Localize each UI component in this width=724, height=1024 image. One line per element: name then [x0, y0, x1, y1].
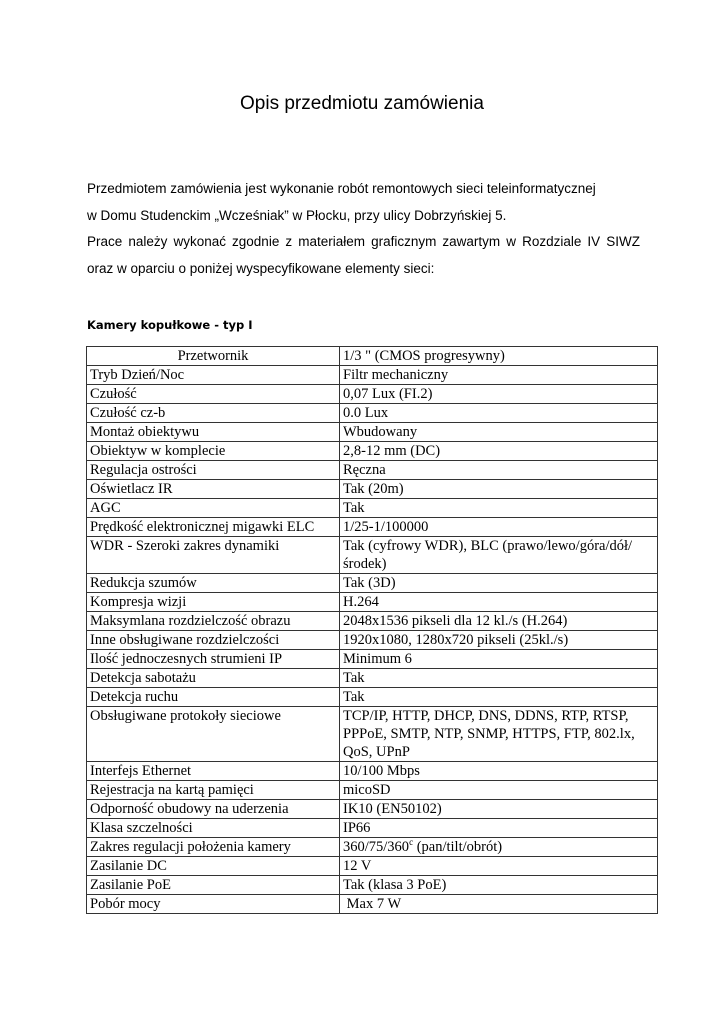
- spec-label: Zakres regulacji położenia kamery: [87, 838, 340, 857]
- spec-value: IP66: [340, 819, 658, 838]
- table-row: [87, 347, 658, 366]
- spec-value: H.264: [340, 593, 658, 612]
- spec-value: 2048x1536 pikseli dla 12 kl./s (H.264): [340, 612, 658, 631]
- table-row: [87, 574, 658, 593]
- spec-value: Tak: [340, 688, 658, 707]
- spec-table: [86, 346, 658, 914]
- spec-label: Ilość jednoczesnych strumieni IP: [87, 650, 340, 669]
- spec-value: Wbudowany: [340, 423, 658, 442]
- spec-label: Zasilanie DC: [87, 857, 340, 876]
- intro-paragraph-2: Prace należy wykonać zgodnie z materiałem graficznym zawartym w Rozdziale IV SIWZ oraz w oparciu o poniżej wyspecyfikowane elementy sieci:: [87, 234, 640, 276]
- spec-value: Max 7 W: [340, 895, 658, 914]
- table-row: [87, 838, 658, 857]
- spec-label: Detekcja ruchu: [87, 688, 340, 707]
- spec-value: Filtr mechaniczny: [340, 366, 658, 385]
- spec-label: Montaż obiektywu: [87, 423, 340, 442]
- spec-label: Prędkość elektronicznej migawki ELC: [87, 518, 340, 537]
- spec-value: 1/3 " (CMOS progresywny): [340, 347, 658, 366]
- spec-value: micoSD: [340, 781, 658, 800]
- spec-value: 0.0 Lux: [340, 404, 658, 423]
- spec-value: 12 V: [340, 857, 658, 876]
- spec-value: Tak (3D): [340, 574, 658, 593]
- spec-label: Obiektyw w komplecie: [87, 442, 340, 461]
- spec-value: Tak (klasa 3 PoE): [340, 876, 658, 895]
- spec-label: AGC: [87, 499, 340, 518]
- table-row: [87, 537, 658, 574]
- spec-label: Redukcja szumów: [87, 574, 340, 593]
- spec-value: 10/100 Mbps: [340, 762, 658, 781]
- table-row: [87, 707, 658, 762]
- spec-value: TCP/IP, HTTP, DHCP, DNS, DDNS, RTP, RTSP, PPPoE, SMTP, NTP, SNMP, HTTPS, FTP, 802.lx, QoS, UPnP: [340, 707, 658, 762]
- table-row: [87, 461, 658, 480]
- table-row: [87, 895, 658, 914]
- table-row: [87, 669, 658, 688]
- table-row: [87, 499, 658, 518]
- table-row: [87, 800, 658, 819]
- table-row: [87, 385, 658, 404]
- spec-label: Przetwornik: [87, 347, 340, 366]
- spec-label: Tryb Dzień/Noc: [87, 366, 340, 385]
- spec-label: Maksymlana rozdzielczość obrazu: [87, 612, 340, 631]
- table-row: [87, 423, 658, 442]
- degree-marker: c: [409, 837, 414, 847]
- table-row: [87, 688, 658, 707]
- spec-label: Detekcja sabotażu: [87, 669, 340, 688]
- table-row: [87, 612, 658, 631]
- spec-value: Minimum 6: [340, 650, 658, 669]
- spec-value: Tak: [340, 499, 658, 518]
- spec-value: Tak: [340, 669, 658, 688]
- table-row: [87, 404, 658, 423]
- section-title: Kamery kopułkowe - typ I: [87, 318, 253, 332]
- document-title: Opis przedmiotu zamówienia: [240, 93, 484, 114]
- spec-value: Tak (cyfrowy WDR), BLC (prawo/lewo/góra/dół/środek): [340, 537, 658, 574]
- table-row: [87, 480, 658, 499]
- spec-label: Czułość: [87, 385, 340, 404]
- table-row: [87, 518, 658, 537]
- table-row: [87, 631, 658, 650]
- table-row: [87, 650, 658, 669]
- spec-value: 1920x1080, 1280x720 pikseli (25kl./s): [340, 631, 658, 650]
- table-row: [87, 876, 658, 895]
- value-rest: (pan/tilt/obrót): [413, 839, 503, 855]
- intro-line-1: Przedmiotem zamówienia jest wykonanie robót remontowych sieci teleinformatycznej: [87, 181, 596, 196]
- spec-label: Inne obsługiwane rozdzielczości: [87, 631, 340, 650]
- spec-value: 2,8-12 mm (DC): [340, 442, 658, 461]
- table-row: [87, 442, 658, 461]
- spec-value: IK10 (EN50102): [340, 800, 658, 819]
- table-row: [87, 593, 658, 612]
- spec-label: WDR - Szeroki zakres dynamiki: [87, 537, 340, 574]
- spec-label: Pobór mocy: [87, 895, 340, 914]
- spec-label: Rejestracja na kartą pamięci: [87, 781, 340, 800]
- spec-value: 0,07 Lux (FI.2): [340, 385, 658, 404]
- spec-label: Oświetlacz IR: [87, 480, 340, 499]
- spec-label: Kompresja wizji: [87, 593, 340, 612]
- table-row: [87, 857, 658, 876]
- table-row: [87, 762, 658, 781]
- spec-label: Odporność obudowy na uderzenia: [87, 800, 340, 819]
- spec-label: Klasa szczelności: [87, 819, 340, 838]
- spec-label: Obsługiwane protokoły sieciowe: [87, 707, 340, 762]
- table-row: [87, 366, 658, 385]
- spec-label: Regulacja ostrości: [87, 461, 340, 480]
- spec-value: Ręczna: [340, 461, 658, 480]
- spec-value: [340, 838, 658, 857]
- spec-value: 1/25-1/100000: [340, 518, 658, 537]
- intro-text: [87, 176, 640, 282]
- spec-label: Zasilanie PoE: [87, 876, 340, 895]
- spec-value: Tak (20m): [340, 480, 658, 499]
- spec-label: Czułość cz-b: [87, 404, 340, 423]
- table-row: [87, 781, 658, 800]
- table-row: [87, 819, 658, 838]
- intro-line-2: w Domu Studenckim „Wcześniak” w Płocku, przy ulicy Dobrzyńskiej 5.: [87, 207, 507, 223]
- spec-label: Interfejs Ethernet: [87, 762, 340, 781]
- value-main: 360/75/360: [343, 839, 410, 855]
